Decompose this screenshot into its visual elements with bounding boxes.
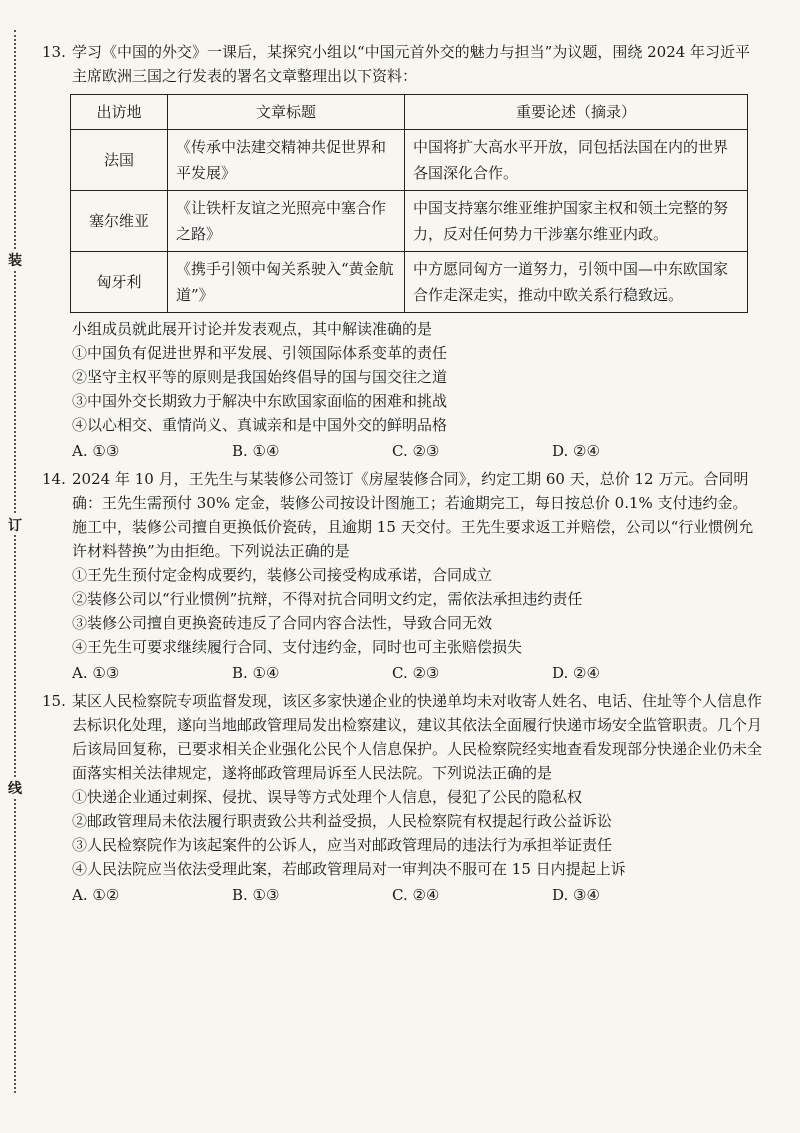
answer-choices [42, 883, 762, 907]
choice-b[interactable]: B. ①④ [232, 442, 280, 460]
question-13-prompt: 小组成员就此展开讨论并发表观点，其中解读准确的是 [72, 320, 433, 338]
question-15-stem [42, 689, 762, 785]
choice-b[interactable]: B. ①③ [232, 886, 280, 904]
table-header: 重要论述（摘录） [405, 95, 748, 130]
question-15 [42, 689, 762, 907]
statement: ④人民法院应当依法受理此案，若邮政管理局对一审判决不服可在 15 日内提起上诉 [72, 860, 626, 878]
table-cell-place: 匈牙利 [71, 252, 168, 313]
question-text: 学习《中国的外交》一课后，某探究小组以“中国元首外交的魅力与担当”为议题，围绕 2024 年习近平主席欧洲三国之行发表的署名文章整理出以下资料： [72, 43, 751, 85]
choice-d[interactable]: D. ②④ [552, 442, 600, 460]
table-cell-place: 塞尔维亚 [71, 191, 168, 252]
question-number: 15. [42, 692, 66, 710]
question-number: 13. [42, 43, 66, 61]
table-cell-quote: 中国支持塞尔维亚维护国家主权和领土完整的努力，反对任何势力干涉塞尔维亚内政。 [405, 191, 748, 252]
statement: ②邮政管理局未依法履行职责致公共利益受损，人民检察院有权提起行政公益诉讼 [72, 812, 613, 830]
table-cell-title: 《携手引领中匈关系驶入“黄金航道”》 [168, 252, 405, 313]
info-table [70, 94, 748, 313]
binding-mark-ding: 订 [6, 515, 24, 535]
statement: ①中国负有促进世界和平发展、引领国际体系变革的责任 [72, 344, 448, 362]
binding-mark-zhuang: 装 [6, 250, 24, 270]
question-14-stem [42, 467, 762, 563]
answer-choices [42, 661, 762, 685]
choice-d[interactable]: D. ③④ [552, 886, 600, 904]
table-row [71, 191, 748, 252]
question-13 [42, 40, 762, 463]
table-cell-quote: 中方愿同匈方一道努力，引领中国—中东欧国家合作走深走实，推动中欧关系行稳致远。 [405, 252, 748, 313]
question-13-stem [42, 40, 762, 88]
table-row [71, 252, 748, 313]
choice-a[interactable]: A. ①③ [72, 664, 120, 682]
table-cell-title: 《传承中法建交精神共促世界和平发展》 [168, 130, 405, 191]
question-number: 14. [42, 470, 66, 488]
statement: ①快递企业通过刺探、侵扰、误导等方式处理个人信息，侵犯了公民的隐私权 [72, 788, 583, 806]
binding-mark-xian: 线 [6, 778, 24, 798]
statement: ③装修公司擅自更换瓷砖违反了合同内容合法性，导致合同无效 [72, 614, 493, 632]
statement: ①王先生预付定金构成要约，装修公司接受构成承诺，合同成立 [72, 566, 493, 584]
answer-choices [42, 439, 762, 463]
exam-page [42, 40, 762, 911]
table-row [71, 130, 748, 191]
table-cell-title: 《让铁杆友谊之光照亮中塞合作之路》 [168, 191, 405, 252]
table-header: 文章标题 [168, 95, 405, 130]
question-14 [42, 467, 762, 685]
statement: ④王先生可要求继续履行合同、支付违约金，同时也可主张赔偿损失 [72, 638, 523, 656]
table-cell-quote: 中国将扩大高水平开放，同包括法国在内的世界各国深化合作。 [405, 130, 748, 191]
table-header-row [71, 95, 748, 130]
choice-a[interactable]: A. ①③ [72, 442, 120, 460]
question-text: 某区人民检察院专项监督发现，该区多家快递企业的快递单均未对收寄人姓名、电话、住址等个人信息作去标识化处理，遂向当地邮政管理局发出检察建议，建议其依法全面履行快递市场安全监管职责。几个月后该局回复称，已要求相关企业强化公民个人信息保护。人民检察院经实地查看发现部分快递企业仍未全面落实相关法律规定，遂将邮政管理局诉至人民法院。下列说法正确的是 [72, 692, 763, 782]
statement: ③中国外交长期致力于解决中东欧国家面临的困难和挑战 [72, 392, 448, 410]
choice-c[interactable]: C. ②③ [392, 664, 440, 682]
question-text: 2024 年 10 月，王先生与某装修公司签订《房屋装修合同》，约定工期 60 天，总价 12 万元。合同明确：王先生需预付 30% 定金，装修公司按设计图施工；若逾期完工，每日按总价 0.1% 支付违约金。施工中，装修公司擅自更换低价瓷砖，且逾期 15 天交付。王先生要求返工并赔偿，公司以“行业惯例允许材料替换”为由拒绝。下列说法正确的是 [72, 470, 754, 560]
binding-line [14, 30, 16, 1093]
statement: ④以心相交、重情尚义、真诚亲和是中国外交的鲜明品格 [72, 416, 448, 434]
choice-d[interactable]: D. ②④ [552, 664, 600, 682]
table-cell-place: 法国 [71, 130, 168, 191]
statement: ②装修公司以“行业惯例”抗辩，不得对抗合同明文约定，需依法承担违约责任 [72, 590, 583, 608]
choice-c[interactable]: C. ②③ [392, 442, 440, 460]
choice-b[interactable]: B. ①④ [232, 664, 280, 682]
statement: ②坚守主权平等的原则是我国始终倡导的国与国交往之道 [72, 368, 448, 386]
statement: ③人民检察院作为该起案件的公诉人，应当对邮政管理局的违法行为承担举证责任 [72, 836, 613, 854]
table-header: 出访地 [71, 95, 168, 130]
choice-c[interactable]: C. ②④ [392, 886, 440, 904]
choice-a[interactable]: A. ①② [72, 886, 120, 904]
